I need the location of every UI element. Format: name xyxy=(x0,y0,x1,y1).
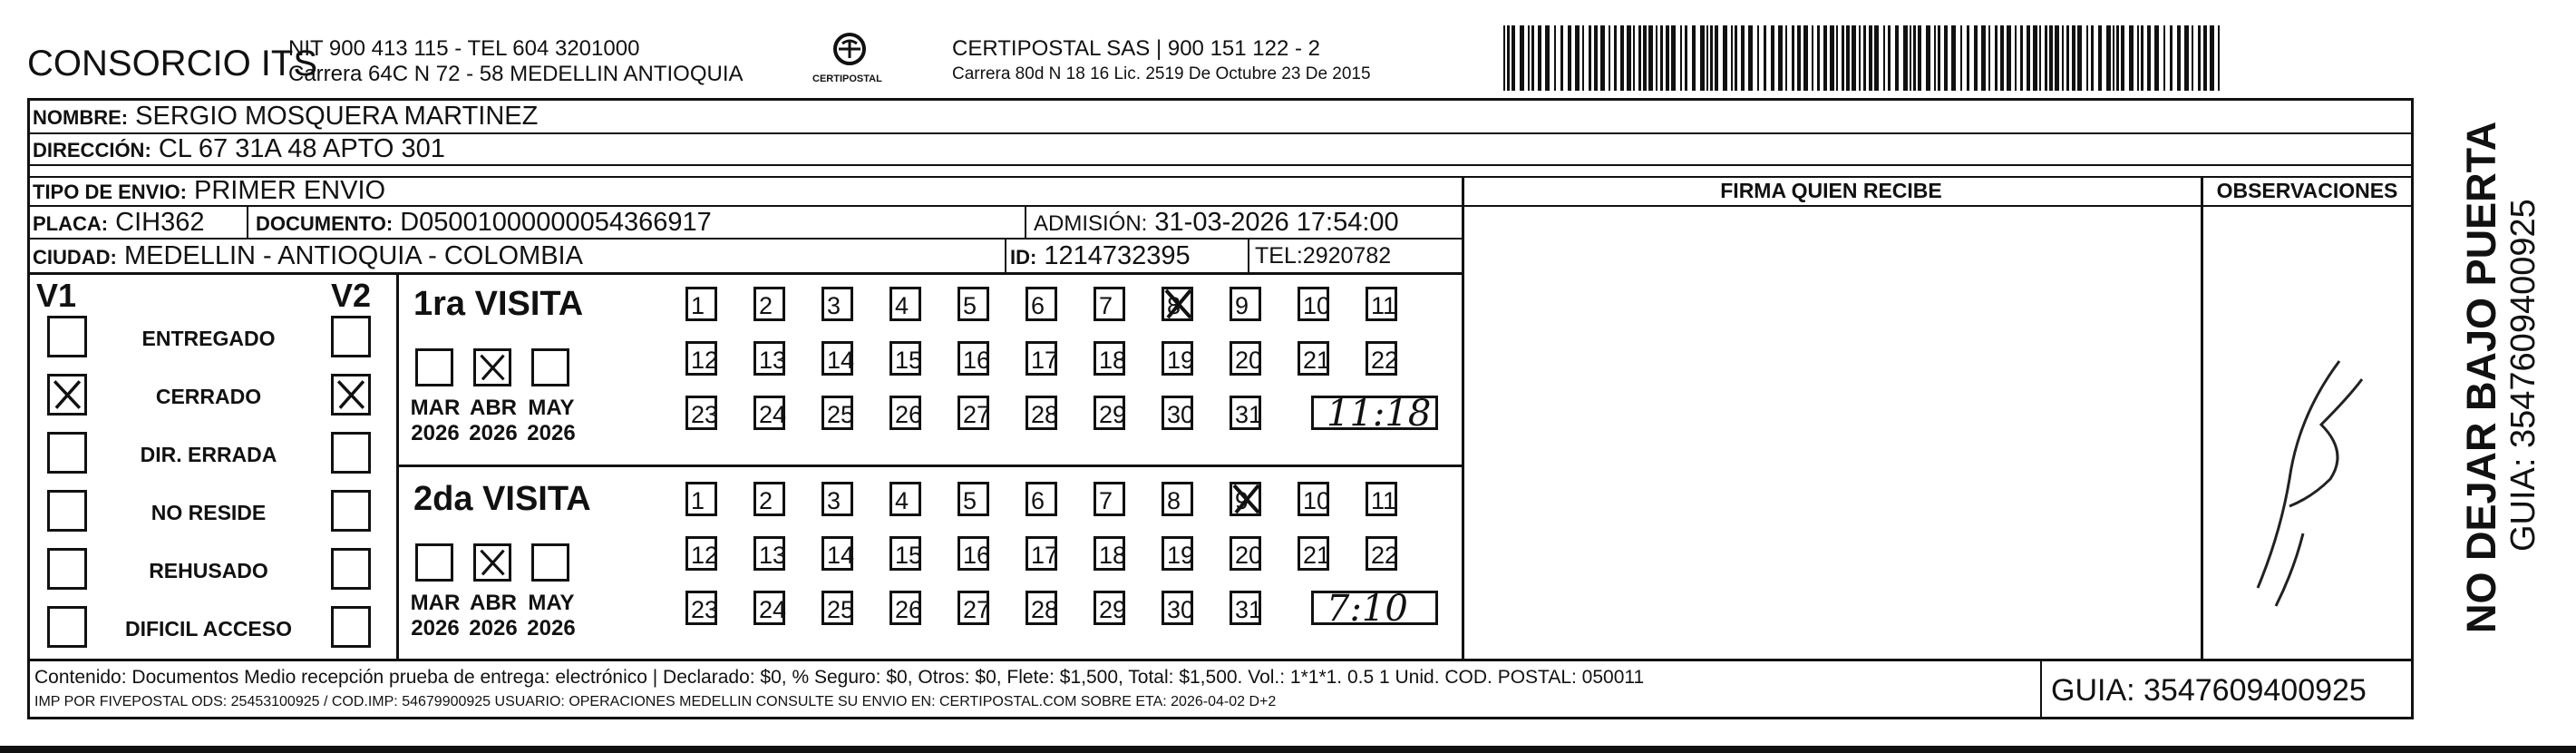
barcode-bar xyxy=(1938,25,1940,91)
logo-text: CERTIPOSTAL xyxy=(812,73,882,84)
barcode-bar xyxy=(1666,25,1669,91)
day-box: 28 xyxy=(1026,591,1057,625)
barcode-bar xyxy=(2113,25,2114,91)
company-name: CONSORCIO ITS xyxy=(27,44,318,83)
visit-title: 1ra VISITA xyxy=(413,285,584,323)
barcode-bar xyxy=(1706,25,1708,91)
barcode-bar xyxy=(2091,25,2094,91)
day-box: 8 xyxy=(1162,287,1193,321)
day-box: 11 xyxy=(1366,287,1397,321)
footer-contenido: Contenido: Documentos Medio recepción prueba de entrega: electrónico | Declarado: $0, % Seguro: $0, Otros: $0, Flete: $1,500, Total: $1,500. Vol.: 1*1*1. 0.5 1 Unid. COD. POSTAL: 050011 xyxy=(34,667,1645,688)
barcode-bar xyxy=(2203,25,2207,91)
day-box: 27 xyxy=(957,396,989,430)
barcode-bar xyxy=(1764,25,1766,91)
nombre-value: SERGIO MOSQUERA MARTINEZ xyxy=(135,102,539,131)
day-box: 7 xyxy=(1094,287,1125,321)
month-box xyxy=(473,348,511,386)
day-box: 29 xyxy=(1094,591,1125,625)
admision-row xyxy=(1034,210,1399,236)
month-year: 2026 xyxy=(411,421,460,445)
day-box: 20 xyxy=(1230,341,1261,376)
certipostal-line1: CERTIPOSTAL SAS | 900 151 122 - 2 xyxy=(952,36,1320,61)
barcode-bar xyxy=(1797,25,1801,91)
barcode-bar xyxy=(1589,25,1591,91)
day-box: 12 xyxy=(685,341,717,376)
day-box: 4 xyxy=(889,287,921,321)
tipo-row xyxy=(33,178,385,204)
barcode-bar xyxy=(2027,25,2030,91)
day-box: 15 xyxy=(889,341,921,376)
barcode-bar xyxy=(1715,25,1718,91)
month-box xyxy=(473,543,511,582)
barcode-bar xyxy=(2121,25,2124,91)
barcode-bar xyxy=(1594,25,1598,91)
month-box xyxy=(415,543,453,582)
barcode-bar xyxy=(2007,25,2011,91)
day-box: 20 xyxy=(1230,536,1261,571)
barcode-bar xyxy=(1575,25,1580,91)
barcode-bar xyxy=(1648,25,1653,91)
barcode-bar xyxy=(1995,25,1998,91)
day-box: 27 xyxy=(957,591,989,625)
tipo-value: PRIMER ENVIO xyxy=(193,176,386,205)
day-box: 7 xyxy=(1094,482,1125,516)
barcode-bar xyxy=(1503,25,1505,91)
day-box: 29 xyxy=(1094,396,1125,430)
barcode-bar xyxy=(2198,25,2201,91)
barcode-bar xyxy=(2184,25,2189,91)
day-box: 28 xyxy=(1026,396,1057,430)
barcode-bar xyxy=(2192,25,2193,91)
day-box: 5 xyxy=(957,287,989,321)
direccion-row xyxy=(33,136,445,162)
barcode-bar xyxy=(1638,25,1641,91)
day-box: 17 xyxy=(1026,536,1057,571)
day-box: 5 xyxy=(957,482,989,516)
visit-time: 11:18 xyxy=(1311,396,1438,430)
barcode-bar xyxy=(1582,25,1584,91)
day-box: 23 xyxy=(685,396,717,430)
barcode-bar xyxy=(1842,25,1844,91)
day-box: 16 xyxy=(957,536,989,571)
barcode-bar xyxy=(2049,25,2053,91)
status-v2-box xyxy=(331,432,371,474)
barcode-bar xyxy=(1700,25,1705,91)
barcode-bar xyxy=(2170,25,2173,91)
barcode-bar xyxy=(1823,25,1827,91)
id-label: ID: xyxy=(1010,246,1037,269)
barcode-bar xyxy=(1685,25,1687,91)
day-box: 3 xyxy=(821,482,853,516)
visit-title: 2da VISITA xyxy=(413,480,591,518)
day-box: 1 xyxy=(685,287,717,321)
barcode-bar xyxy=(1812,25,1813,91)
barcode-bar xyxy=(1910,25,1911,91)
placa-row xyxy=(33,210,205,236)
day-box: 25 xyxy=(821,591,853,625)
month-label: MAY xyxy=(528,591,575,615)
ciudad-value: MEDELLIN - ANTIOQUIA - COLOMBIA xyxy=(123,241,583,270)
barcode-bar xyxy=(1710,25,1713,91)
barcode-bar xyxy=(2098,25,2102,91)
barcode-bar xyxy=(1600,25,1605,91)
barcode-bar xyxy=(2210,25,2214,91)
barcode-bar xyxy=(1771,25,1774,91)
nombre-label: NOMBRE: xyxy=(33,106,129,129)
day-box: 21 xyxy=(1298,536,1329,571)
barcode-bar xyxy=(1643,25,1647,91)
day-box: 31 xyxy=(1230,591,1261,625)
nombre-row xyxy=(33,103,538,130)
barcode-bar xyxy=(1633,25,1635,91)
day-box: 15 xyxy=(889,536,921,571)
barcode-bar xyxy=(1671,25,1676,91)
barcode-bar xyxy=(1614,25,1617,91)
status-v2-box xyxy=(331,606,371,648)
barcode-bar xyxy=(2072,25,2075,91)
barcode-bar xyxy=(1568,25,1571,91)
barcode-bar xyxy=(1903,25,1908,91)
day-box: 11 xyxy=(1366,482,1397,516)
ciudad-row xyxy=(33,243,583,269)
day-box: 12 xyxy=(685,536,717,571)
barcode-bar xyxy=(1680,25,1682,91)
tel-row xyxy=(1255,245,1391,268)
status-v2-box xyxy=(331,316,371,357)
day-box: 31 xyxy=(1230,396,1261,430)
barcode-bar xyxy=(1609,25,1610,91)
day-box: 22 xyxy=(1366,341,1397,376)
barcode-bar xyxy=(1656,25,1657,91)
certipostal-line2: Carrera 80d N 18 16 Lic. 2519 De Octubre 23 De 2015 xyxy=(952,64,1371,83)
day-box: 21 xyxy=(1298,341,1329,376)
day-check-mark xyxy=(1231,483,1262,515)
barcode-bar xyxy=(2015,25,2017,91)
barcode-bar xyxy=(1859,25,1861,91)
day-box: 10 xyxy=(1298,482,1329,516)
barcode-bar xyxy=(1934,25,1936,91)
barcode-bar xyxy=(1863,25,1866,91)
month-year: 2026 xyxy=(411,616,460,641)
status-label: DIFICIL ACCESO xyxy=(124,617,292,641)
day-box: 18 xyxy=(1094,536,1125,571)
day-box: 23 xyxy=(685,591,717,625)
month-year: 2026 xyxy=(469,421,518,445)
status-v1-box xyxy=(47,374,87,416)
barcode-bar xyxy=(2141,25,2143,91)
month-label: MAR xyxy=(410,396,461,420)
day-box: 6 xyxy=(1026,287,1057,321)
month-label: ABR xyxy=(470,591,517,615)
day-box: 2 xyxy=(753,287,785,321)
barcode-bar xyxy=(1723,25,1727,91)
direccion-value: CL 67 31A 48 APTO 301 xyxy=(158,134,445,163)
barcode-bar xyxy=(2137,25,2139,91)
day-box: 19 xyxy=(1162,341,1193,376)
barcode-bar xyxy=(1528,25,1530,91)
barcode-bar xyxy=(1792,25,1794,91)
day-box: 2 xyxy=(753,482,785,516)
day-box: 18 xyxy=(1094,341,1125,376)
barcode-bar xyxy=(1926,25,1930,91)
tel-label: TEL: xyxy=(1255,243,1303,269)
day-box: 30 xyxy=(1162,591,1193,625)
side-panel xyxy=(2416,98,2542,642)
barcode-bar xyxy=(1531,25,1534,91)
barcode-bar xyxy=(1852,25,1856,91)
day-box: 9 xyxy=(1230,287,1261,321)
month-year: 2026 xyxy=(469,616,518,641)
day-box: 24 xyxy=(753,591,785,625)
day-box: 16 xyxy=(957,341,989,376)
barcode-bar xyxy=(1883,25,1885,91)
status-label: DIR. ERRADA xyxy=(140,443,277,466)
barcode-bar xyxy=(1748,25,1753,91)
barcode-bar xyxy=(1918,25,1921,91)
day-box: 24 xyxy=(753,396,785,430)
barcode-bar xyxy=(2147,25,2151,91)
day-check-mark xyxy=(1163,288,1194,320)
tel-value: 2920782 xyxy=(1302,243,1392,269)
barcode-bar xyxy=(1830,25,1834,91)
month-label: ABR xyxy=(470,396,517,420)
day-box: 9 xyxy=(1230,482,1261,516)
barcode-bar xyxy=(1620,25,1624,91)
day-box: 25 xyxy=(821,396,853,430)
barcode-bar xyxy=(1692,25,1696,91)
side-guia: GUIA: 3547609400925 xyxy=(2504,199,2542,552)
day-box: 30 xyxy=(1162,396,1193,430)
day-box: 13 xyxy=(753,536,785,571)
barcode-bar xyxy=(1967,25,1969,91)
day-box: 14 xyxy=(821,341,853,376)
barcode-bar xyxy=(1660,25,1663,91)
barcode-bar xyxy=(1538,25,1541,91)
day-box: 19 xyxy=(1162,536,1193,571)
status-v2-box xyxy=(331,490,371,532)
barcode-bar xyxy=(1520,25,1524,91)
status-v1-box xyxy=(47,548,87,590)
id-value: 1214732395 xyxy=(1044,241,1191,270)
barcode-bar xyxy=(1731,25,1733,91)
day-box: 4 xyxy=(889,482,921,516)
firma-area xyxy=(1464,207,2201,659)
day-box: 22 xyxy=(1366,536,1397,571)
day-box: 26 xyxy=(889,591,921,625)
barcode-bar xyxy=(2066,25,2069,91)
barcode-bar xyxy=(1545,25,1550,91)
barcode-bar xyxy=(1741,25,1745,91)
barcode-bar xyxy=(1944,25,1948,91)
barcode-bar xyxy=(1836,25,1838,91)
barcode-bar xyxy=(1512,25,1515,91)
status-v1-box xyxy=(47,490,87,532)
barcode-bar xyxy=(1895,25,1899,91)
tipo-label: TIPO DE ENVIO: xyxy=(33,181,187,203)
barcode-bar xyxy=(1846,25,1850,91)
day-box: 8 xyxy=(1162,482,1193,516)
barcode-bar xyxy=(1554,25,1556,91)
barcode-bar xyxy=(2177,25,2181,91)
month-year: 2026 xyxy=(527,616,576,641)
status-label: NO RESIDE xyxy=(151,501,267,524)
day-box: 10 xyxy=(1298,287,1329,321)
day-box: 26 xyxy=(889,396,921,430)
status-v1-box xyxy=(47,316,87,357)
barcode xyxy=(1503,25,2224,91)
barcode-bar xyxy=(2116,25,2119,91)
barcode-bar xyxy=(1785,25,1787,91)
barcode-bar xyxy=(2077,25,2082,91)
barcode-bar xyxy=(2086,25,2088,91)
certipostal-logo xyxy=(809,29,890,93)
barcode-bar xyxy=(1817,25,1820,91)
barcode-bar xyxy=(1507,25,1510,91)
documento-value: D05001000000054366917 xyxy=(400,208,712,237)
status-label: CERRADO xyxy=(155,385,262,408)
barcode-bar xyxy=(2045,25,2047,91)
documento-label: DOCUMENTO: xyxy=(256,212,394,235)
barcode-bar xyxy=(2154,25,2159,91)
month-box xyxy=(415,348,453,386)
barcode-bar xyxy=(2033,25,2037,91)
company-address: Carrera 64C N 72 - 58 MEDELLIN ANTIOQUIA xyxy=(288,62,744,86)
day-box: 14 xyxy=(821,536,853,571)
month-box xyxy=(531,348,569,386)
barcode-bar xyxy=(2039,25,2041,91)
status-label: ENTREGADO xyxy=(141,327,276,350)
barcode-bar xyxy=(1988,25,1990,91)
barcode-bar xyxy=(2106,25,2111,91)
no-dejar-bajo-puerta: NO DEJAR BAJO PUERTA xyxy=(2458,121,2504,633)
company-nit: NIT 900 413 115 - TEL 604 3201000 xyxy=(288,36,640,61)
barcode-bar xyxy=(1560,25,1563,91)
status-v2-box xyxy=(331,548,371,590)
day-box: 17 xyxy=(1026,341,1057,376)
admision-value: 31-03-2026 17:54:00 xyxy=(1154,208,1399,237)
status-v1-box xyxy=(47,606,87,648)
status-v2-box xyxy=(331,374,371,416)
barcode-bar xyxy=(1913,25,1916,91)
barcode-bar xyxy=(1778,25,1783,91)
month-label: MAY xyxy=(528,396,575,420)
month-label: MAR xyxy=(410,591,461,615)
barcode-bar xyxy=(2218,25,2220,91)
barcode-bar xyxy=(2000,25,2004,91)
barcode-bar xyxy=(1874,25,1879,91)
barcode-bar xyxy=(2055,25,2059,91)
barcode-bar xyxy=(2163,25,2165,91)
barcode-bar xyxy=(1974,25,1978,91)
barcode-bar xyxy=(2020,25,2023,91)
barcode-bar xyxy=(1981,25,1986,91)
placa-label: PLACA: xyxy=(33,212,109,235)
status-v1-box xyxy=(47,432,87,474)
barcode-bar xyxy=(1627,25,1631,91)
footer-imp: IMP POR FIVEPOSTAL ODS: 25453100925 / COD.IMP: 54679900925 USUARIO: OPERACIONES MEDELLIN CONSULTE SU ENVIO EN: CERTIPOSTAL.COM SOBRE ETA: 2026-04-02 D+2 xyxy=(34,694,1277,709)
barcode-bar xyxy=(1960,25,1962,91)
barcode-bar xyxy=(1757,25,1759,91)
id-row xyxy=(1010,243,1191,269)
ciudad-label: CIUDAD: xyxy=(33,246,117,269)
documento-row xyxy=(256,210,712,236)
observaciones-header: OBSERVACIONES xyxy=(2216,179,2398,202)
barcode-bar xyxy=(1803,25,1808,91)
month-year: 2026 xyxy=(527,421,576,445)
observation-signature xyxy=(2203,207,2411,659)
barcode-bar xyxy=(2062,25,2064,91)
barcode-bar xyxy=(1869,25,1872,91)
admision-label: ADMISIÓN: xyxy=(1034,211,1148,236)
day-box: 13 xyxy=(753,341,785,376)
day-box: 6 xyxy=(1026,482,1057,516)
day-box: 3 xyxy=(821,287,853,321)
status-label: REHUSADO xyxy=(149,559,268,582)
barcode-bar xyxy=(1735,25,1737,91)
barcode-bar xyxy=(1888,25,1891,91)
month-box xyxy=(531,543,569,582)
placa-value: CIH362 xyxy=(115,208,205,237)
footer-guia: GUIA: 3547609400925 xyxy=(2051,673,2367,708)
barcode-bar xyxy=(2129,25,2134,91)
direccion-label: DIRECCIÓN: xyxy=(33,139,151,161)
barcode-bar xyxy=(1951,25,1956,91)
day-box: 1 xyxy=(685,482,717,516)
v1-label: V1 xyxy=(36,277,77,314)
v2-label: V2 xyxy=(331,277,372,314)
visit-time: 7:10 xyxy=(1311,591,1438,625)
firma-header: FIRMA QUIEN RECIBE xyxy=(1720,179,1942,202)
